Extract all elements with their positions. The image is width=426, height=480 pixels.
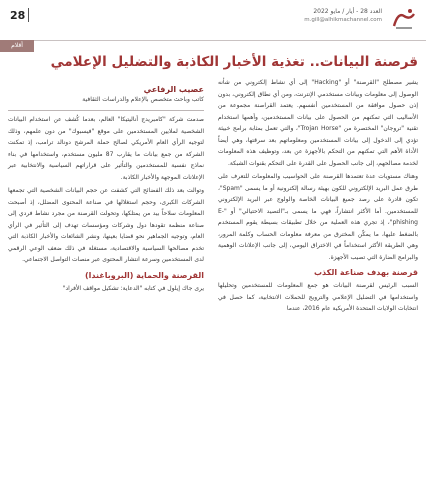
- page-number-divider: [28, 8, 29, 22]
- paragraph: السبب الرئيس لقرصنة البيانات هو جمع المعلومات للمستخدمين وتحليلها واستخدامها في التضليل الإعلامي والترويج للحملات الانتخابية، كما حصل في انتخابات الولايات المتحدة الأمريكية عام 2016، عندما: [218, 282, 418, 312]
- author-block: [8, 84, 204, 105]
- article-column-right: [218, 77, 418, 317]
- article-column-left: [8, 114, 204, 296]
- section-heading: القرصنة والحماية (البروباغندا): [85, 270, 204, 280]
- header-email[interactable]: m.gill@alhikmachannel.com: [304, 17, 382, 23]
- author-divider: [8, 110, 204, 111]
- page-header: [0, 0, 426, 41]
- paragraph: صدمت شركة "كامبريدج أناليتيكا" العالم، بعدما كُشف عن استخدام البيانات الشخصية لملايين المستخدمين على موقع "فيسبوك" من دون علمهم، وذلك لتوجيه الرأي العام الأمريكي لصالح حملة المرشح دونالد ترامب، إذ تمكنت الشركة من جمع بيانات ما يقارب 87 مليون مستخدم، واستخدامها في بناء نماذج نفسية للمستخدمين والتأثير على قراراتهم السياسية والانتخابية عبر الإعلانات الموجهة والأخبار الكاذبة.: [8, 116, 204, 181]
- paragraph: يرى جاك إيلول في كتابه "الدعاية: تشكيل مواقف الأفراد": [62, 284, 204, 292]
- section-tab: أقلام: [0, 40, 34, 52]
- paragraph: وتوالت بعد ذلك الفضائح التي كشفت عن حجم البيانات الشخصية التي تجمعها الشركات الكبرى، وحجم استغلالها في صناعة المحتوى المضلل، إذ أصبحت المعلومات سلاحاً بيد من يمتلكها، وتحولت القرصنة من مجرد نشاط فردي إلى صناعة منظمة تقودها دول وشركات ومؤسسات تهدف إلى التأثير في الرأي العام، وتوجيه الجماهير نحو قضايا بعينها، ونشر الشائعات والأخبار الكاذبة التي تخدم مصالحها السياسية والاقتصادية، مستغلة في ذلك ضعف الوعي الرقمي لدى المستخدمين وسرعة انتشار المحتوى عبر منصات التواصل الاجتماعي.: [8, 187, 204, 263]
- issue-line: العدد 28 - أيار / مايو 2022: [313, 8, 382, 15]
- section-heading: قرصنة بهدف صناعة الكذب: [314, 268, 418, 277]
- article-title: قرصنة البيانات.. تغذية الأخبار الكاذبة والتضليل الإعلامي: [50, 54, 418, 70]
- page-number: 28: [10, 9, 26, 22]
- paragraph: يشير مصطلح "القرصنة" أو "Hacking" إلى أي نشاط إلكتروني من شأنه الوصول إلى معلومات وبيانات مستخدمي الإنترنت، ومن أي نطاق إلكتروني، بدون إذن حصول موافقة من المستخدمين أنفسهم. يعتمد القراصنة مجموعة من الأساليب التي تمكنهم من الحصول على بيانات المستخدمين، وأهمها استخدام تقنية "تروجان" المختصرة من "Trojan Horse"، والتي تعمل بمثابة برامج خبيثة تؤدي إلى الدخول إلى بيانات المستخدمين ومعلوماتهم بعد سرقتها، وهي أيضاً الأداة الأهم التي تمكنهم من التحكم بالأجهزة عن بعد، وتوظيف هذه المعلومات لخدمة مصالحهم، إلى جانب الحصول على القدرة على التحكم بقنوات الشبكة.: [218, 79, 419, 167]
- paragraph: وهناك مستويات عدة تعتمدها القرصنة على الحواسيب والمعلومات للتعرف على طرق عمل البريد الإلكتروني للكون بهيئة رسالة إلكترونية أو ما يسمى "Spam"، تكون قادرة على رصد جميع البيانات الخاصة والولوج عبر البريد الإلكتروني للمستخدمين. أما الأكثر انتشاراً، فهي ما يسمى بـ"التصيد الاحتيالي" أو "E-phishing"، إذ تجري هذه العملية من خلال تطبيقات بسيطة يقوم المستخدم بالضغط عليها، ما يمكّن المخترق من معرفة معلومات الحساب وكلمة المرور، وهي الطريقة الأكثر استخداماً في الاختراق اليومي، إلى جانب الإعلانات الوهمية والبرامج الضارة التي تصيب الأجهزة.: [218, 173, 418, 261]
- magazine-logo: [388, 4, 420, 34]
- author-name: عصيب الرفاعي: [143, 85, 204, 94]
- author-role: كاتب وباحث متخصص بالإعلام والدراسات الثقافية: [82, 96, 204, 103]
